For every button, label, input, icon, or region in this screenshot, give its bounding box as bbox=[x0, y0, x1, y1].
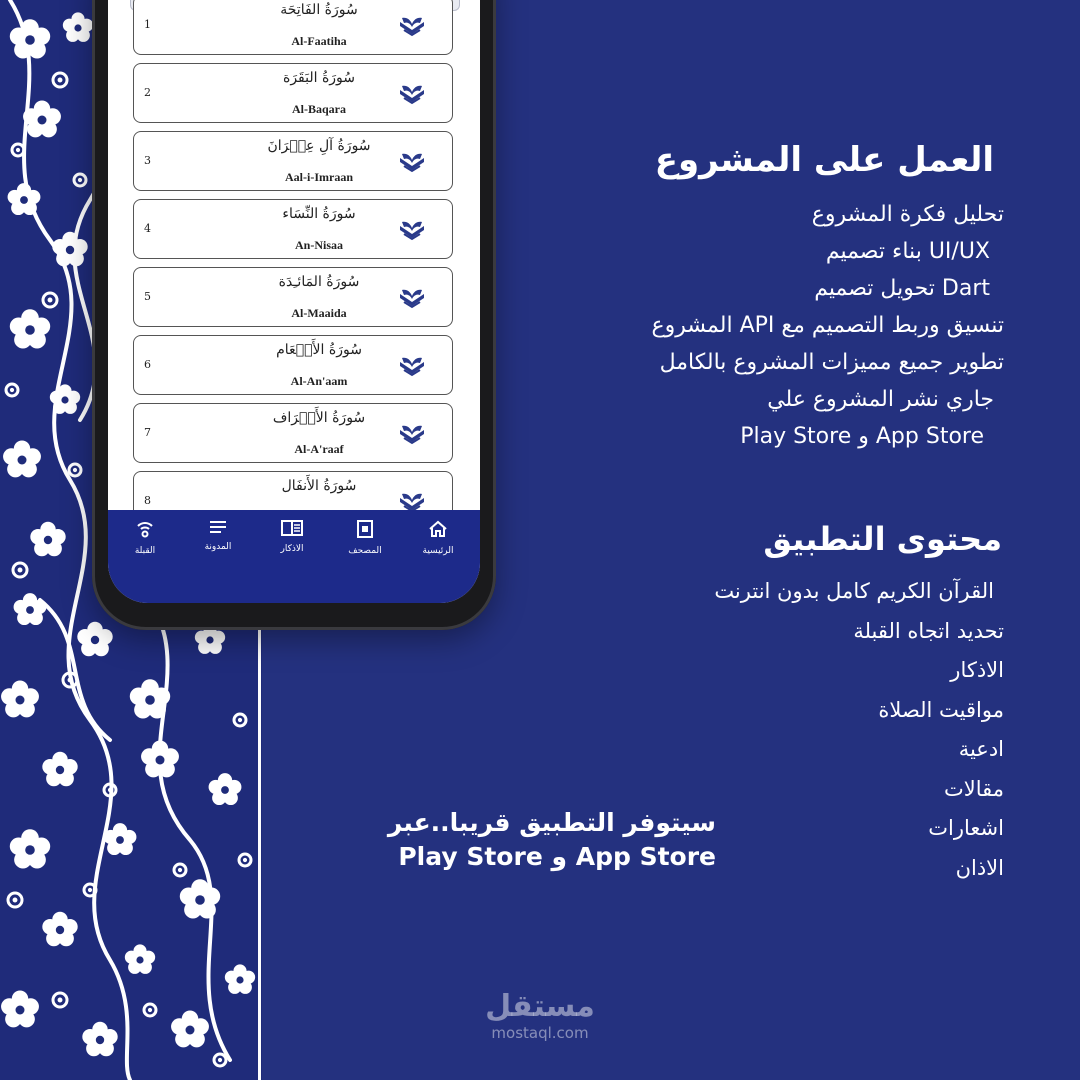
work-list bbox=[464, 196, 1004, 455]
store-names: App Store و Play Store bbox=[398, 842, 716, 871]
surah-row[interactable] bbox=[133, 199, 453, 259]
surah-row[interactable] bbox=[133, 131, 453, 191]
availability-line: سيتوفر التطبيق قريبا..عبر bbox=[387, 808, 716, 837]
mushaf-icon bbox=[335, 520, 395, 538]
work-item: جاري نشر المشروع علي bbox=[767, 387, 994, 412]
content-item: مواقيت الصلاة bbox=[878, 697, 1004, 722]
content-item: الاذان bbox=[955, 855, 1004, 880]
quran-book-icon bbox=[398, 82, 426, 106]
surah-arabic-name: سُورَةُ الأَعۡرَاف bbox=[272, 410, 366, 426]
nav-label: الاذكار bbox=[280, 544, 304, 554]
surah-arabic-name: سُورَةُ البَقَرَة bbox=[282, 70, 356, 86]
mostaql-watermark bbox=[470, 990, 610, 1042]
pattern-border bbox=[258, 600, 261, 1080]
qibla-signal-icon bbox=[115, 520, 175, 538]
bottom-nav bbox=[108, 510, 480, 603]
nav-label: المدونة bbox=[204, 542, 232, 552]
surah-number: 3 bbox=[144, 154, 151, 167]
phone-screen bbox=[108, 0, 480, 603]
surah-arabic-name: سُورَةُ المَائـِدَة bbox=[278, 274, 360, 290]
quran-book-icon bbox=[398, 150, 426, 174]
surah-number: 2 bbox=[144, 86, 151, 99]
surah-row[interactable] bbox=[133, 267, 453, 327]
availability-note bbox=[340, 806, 716, 874]
surah-number: 6 bbox=[144, 358, 151, 371]
content-item: ادعية bbox=[958, 737, 1004, 761]
surah-arabic-name: سُورَةُ الأَنفَال bbox=[281, 478, 357, 494]
quran-book-icon bbox=[398, 218, 426, 242]
surah-number: 8 bbox=[144, 494, 151, 507]
work-item: Dart تحويل تصميم bbox=[814, 276, 990, 301]
content-item: مقالات bbox=[943, 776, 1004, 801]
content-item: القرآن الكريم كامل بدون انترنت bbox=[714, 579, 994, 603]
work-title: العمل على المشروع bbox=[654, 140, 994, 180]
content-item: تحديد اتجاه القبلة bbox=[853, 618, 1004, 643]
brand-logo: مستقل bbox=[485, 989, 595, 1024]
quran-book-icon bbox=[398, 14, 426, 38]
surah-row[interactable] bbox=[133, 0, 453, 55]
quran-book-icon bbox=[398, 422, 426, 446]
home-icon bbox=[408, 520, 468, 538]
menu-lines-icon bbox=[188, 520, 248, 534]
surah-number: 7 bbox=[144, 426, 151, 439]
surah-english-name: An-Nisaa bbox=[294, 238, 343, 252]
surah-english-name: Al-Maaida bbox=[291, 306, 347, 320]
surah-number: 5 bbox=[144, 290, 151, 303]
work-item: UI/UX بناء تصميم bbox=[825, 239, 990, 264]
nav-label: المصحف bbox=[348, 546, 382, 556]
surah-english-name: Al-An'aam bbox=[290, 374, 348, 388]
surah-arabic-name: سُورَةُ النِّسَاء bbox=[282, 206, 356, 222]
nav-label: الرئيسية bbox=[422, 546, 454, 556]
brand-url: mostaql.com bbox=[491, 1024, 589, 1042]
nav-label: القبلة bbox=[134, 546, 156, 556]
content-title: محتوى التطبيق bbox=[763, 520, 1002, 558]
surah-arabic-name: سُورَةُ الفَاتِحَة bbox=[280, 2, 358, 18]
surah-number: 4 bbox=[144, 222, 151, 235]
quran-book-icon bbox=[398, 286, 426, 310]
work-item: تحليل فكرة المشروع bbox=[811, 202, 1004, 227]
surah-arabic-name: سُورَةُ آلِ عِمۡرَانَ bbox=[267, 138, 371, 154]
surah-row[interactable] bbox=[133, 403, 453, 463]
surah-english-name: Al-A'raaf bbox=[294, 442, 344, 456]
nav-item[interactable] bbox=[408, 520, 468, 556]
surah-english-name: Al-Baqara bbox=[292, 102, 346, 116]
nav-item[interactable] bbox=[188, 520, 248, 552]
surah-row[interactable] bbox=[133, 335, 453, 395]
surah-english-name: Aal-i-Imraan bbox=[285, 170, 353, 184]
phone-mockup bbox=[92, 0, 496, 630]
book-open-icon bbox=[262, 520, 322, 536]
nav-item[interactable] bbox=[335, 520, 395, 556]
surah-row[interactable] bbox=[133, 63, 453, 123]
nav-item[interactable] bbox=[262, 520, 322, 554]
quran-book-icon bbox=[398, 354, 426, 378]
surah-english-name: Al-Faatiha bbox=[291, 34, 347, 48]
content-item: اشعارات bbox=[928, 816, 1004, 840]
surah-arabic-name: سُورَةُ الأَنۡعَام bbox=[276, 342, 362, 358]
work-item: تطوير جميع مميزات المشروع بالكامل bbox=[659, 350, 1004, 375]
content-item: الاذكار bbox=[950, 658, 1004, 682]
nav-item[interactable] bbox=[115, 520, 175, 556]
surah-number: 1 bbox=[144, 18, 151, 31]
work-item: تنسيق وربط التصميم مع API المشروع bbox=[651, 313, 1004, 338]
work-item: App Store و Play Store bbox=[740, 424, 984, 449]
